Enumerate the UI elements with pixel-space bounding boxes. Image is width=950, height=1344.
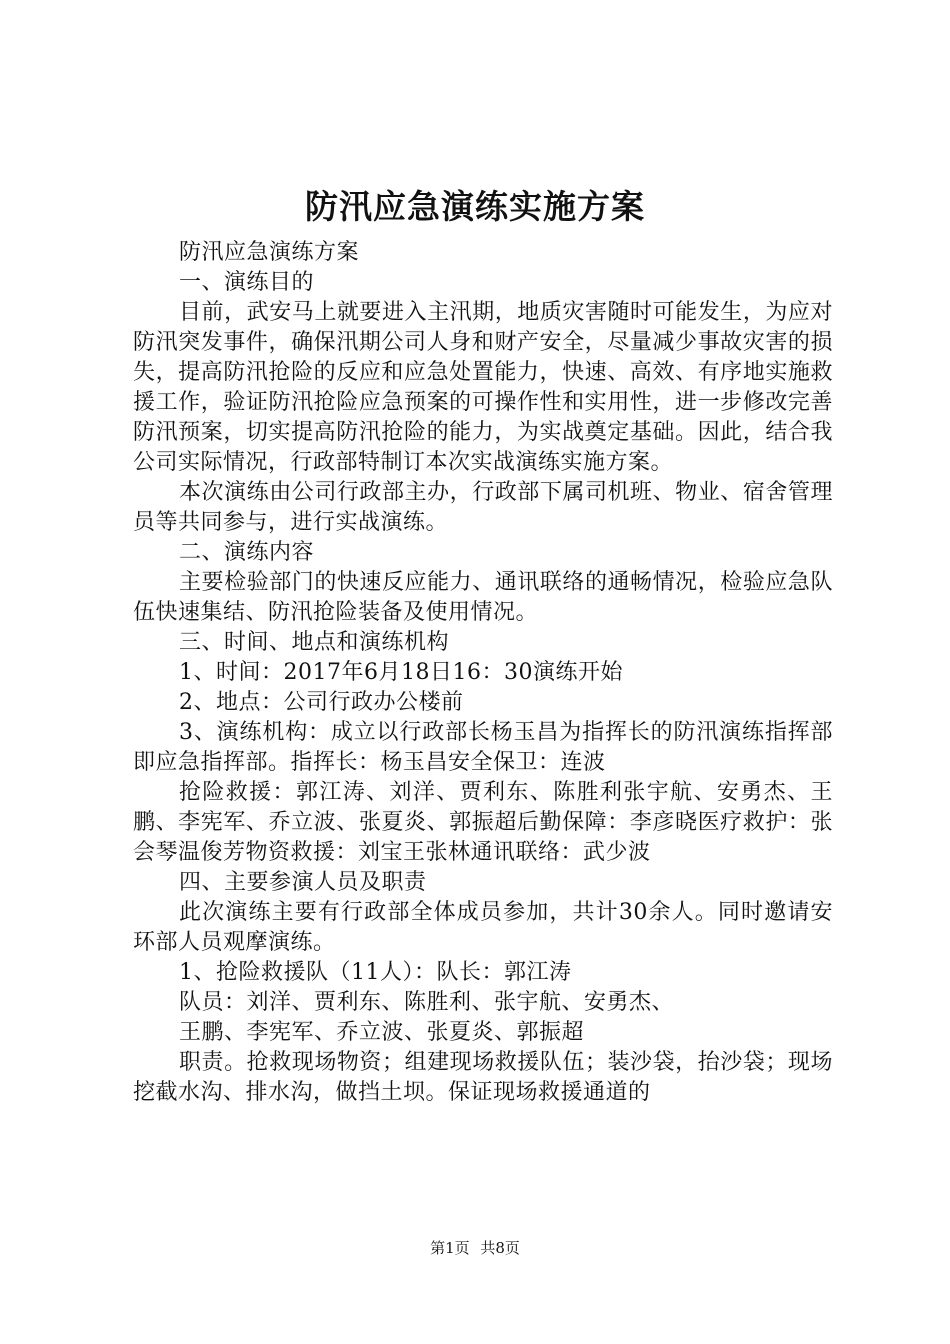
section-heading: 四、主要参演人员及职责: [179, 870, 427, 895]
paragraph: 此次演练主要有行政部全体成员参加，共计30余人。同时邀请安环部人员观摩演练。: [133, 900, 833, 955]
document-title: 防汛应急演练实施方案: [305, 187, 645, 226]
paragraph: 2、地点：公司行政办公楼前: [179, 690, 464, 715]
paragraph: 王鹏、李宪军、乔立波、张夏炎、郭振超: [179, 1020, 585, 1045]
paragraph: 抢险救援：郭江涛、刘洋、贾利东、陈胜利张宇航、安勇杰、王鹏、李宪军、乔立波、张夏炎、郭振超后勤保障：李彦晓医疗救护：张会琴温俊芳物资救援：刘宝王张林通讯联络：武少波: [133, 780, 833, 865]
paragraph: 目前，武安马上就要进入主汛期，地质灾害随时可能发生，为应对防汛突发事件，确保汛期公司人身和财产安全，尽量减少事故灾害的损失，提高防汛抢险的反应和应急处置能力，快速、高效、有序地实施救援工作，验证防汛抢险应急预案的可操作性和实用性，进一步修改完善防汛预案，切实提高防汛抢险的能力，为实战奠定基础。因此，结合我公司实际情况，行政部特制订本次实战演练实施方案。: [133, 300, 833, 475]
paragraph: 3、演练机构：成立以行政部长杨玉昌为指挥长的防汛演练指挥部即应急指挥部。指挥长：杨玉昌安全保卫：连波: [133, 720, 833, 775]
page-number: 第1页: [430, 1239, 470, 1257]
section-heading: 二、演练内容: [179, 540, 315, 565]
paragraph: 队员：刘洋、贾利东、陈胜利、张宇航、安勇杰、: [179, 990, 675, 1015]
document-body: [133, 238, 833, 1108]
paragraph: 1、抢险救援队（11人）：队长：郭江涛: [179, 960, 572, 985]
paragraph: 本次演练由公司行政部主办，行政部下属司机班、物业、宿舍管理员等共同参与，进行实战演练。: [133, 480, 833, 535]
page-total: 共8页: [480, 1239, 520, 1257]
paragraph: 主要检验部门的快速反应能力、通讯联络的通畅情况，检验应急队伍快速集结、防汛抢险装备及使用情况。: [133, 570, 833, 625]
paragraph: 1、时间：2017年6月18日16：30演练开始: [179, 660, 623, 685]
section-heading: 一、演练目的: [179, 270, 315, 295]
paragraph: 防汛应急演练方案: [179, 240, 360, 265]
section-heading: 三、时间、地点和演练机构: [179, 630, 450, 655]
page-footer: [0, 1238, 950, 1258]
paragraph: 职责。抢救现场物资；组建现场救援队伍；装沙袋，抬沙袋；现场挖截水沟、排水沟，做挡土坝。保证现场救援通道的: [133, 1050, 833, 1105]
